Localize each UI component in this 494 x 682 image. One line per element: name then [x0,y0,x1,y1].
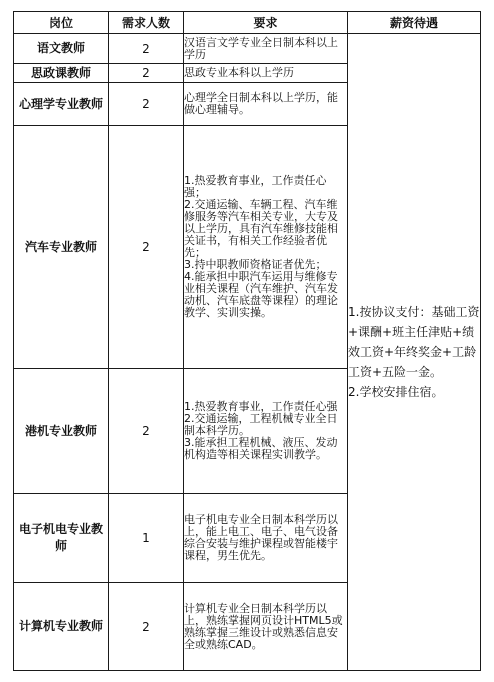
head-count: 2 [109,126,184,369]
header-requirements: 要求 [184,12,348,34]
header-post: 岗位 [14,12,109,34]
header-count: 需求人数 [109,12,184,34]
recruitment-table [13,11,481,671]
requirements: 思政专业本科以上学历 [184,64,348,83]
post-name: 电子机电专业教师 [14,494,109,583]
table-row [14,34,481,64]
requirements: 1.热爱教育事业，工作责任心强 2.交通运输，工程机械专业全日制本科学历。 3.能承担工程机械、液压、发动机构造等相关课程实训教学。 [184,369,348,494]
requirements: 计算机专业全日制本科学历以上，熟练掌握网页设计HTML5或熟练掌握三维设计或熟悉信息安全或熟练CAD。 [184,583,348,671]
post-name: 汽车专业教师 [14,126,109,369]
post-name: 思政课教师 [14,64,109,83]
requirements: 电子机电专业全日制本科学历以上，能上电工、电子、电气设备综合安装与维护课程或智能楼宇课程，男生优先。 [184,494,348,583]
post-name: 语文教师 [14,34,109,64]
head-count: 1 [109,494,184,583]
requirements: 心理学全日制本科以上学历，能做心理辅导。 [184,83,348,126]
post-name: 港机专业教师 [14,369,109,494]
header-salary: 薪资待遇 [348,12,481,34]
head-count: 2 [109,583,184,671]
post-name: 心理学专业教师 [14,83,109,126]
head-count: 2 [109,83,184,126]
head-count: 2 [109,64,184,83]
head-count: 2 [109,369,184,494]
head-count: 2 [109,34,184,64]
requirements: 汉语言文学专业全日制本科以上学历 [184,34,348,64]
salary-benefits: 1.按协议支付：基础工资+课酬+班主任津贴+绩效工资+年终奖金+工龄工资+五险一金。 2.学校安排住宿。 [348,34,481,671]
table-header-row [14,12,481,34]
requirements: 1.热爱教育事业，工作责任心强； 2.交通运输、车辆工程、汽车维修服务等汽车相关专业，大专及以上学历，具有汽车维修技能相关证书，有相关工作经验者优先； 3.持中职教师资格证者优先； 4.能承担中职汽车运用与维修专业相关课程（汽车维护、汽车发动机、汽车底盘等课程）的理论教学、实训实操。 [184,126,348,369]
post-name: 计算机专业教师 [14,583,109,671]
